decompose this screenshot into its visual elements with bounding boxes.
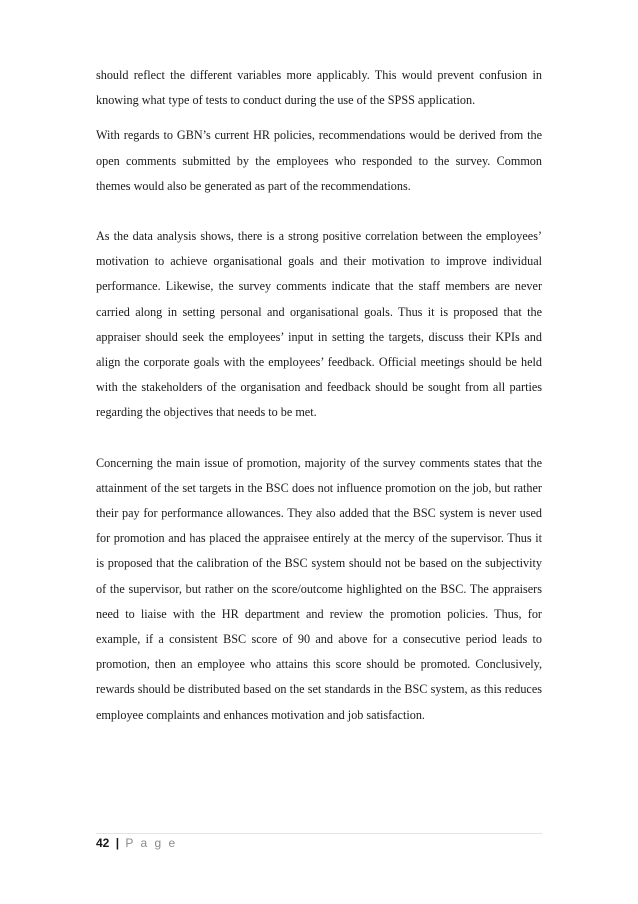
paragraph-goal-setting: As the data analysis shows, there is a strong positive correlation between the employees’ motivation to achieve organisational goals and their motivation to improve individual performance. Likewise, the survey comments indicate that the staff members are never carried along in setting personal and organisational goals. Thus it is proposed that the appraiser should seek the employees’ input in setting the targets, discuss their KPIs and align the corporate goals with the employees’ feedback. Official meetings should be held with the stakeholders of the organisation and feedback should be sought from all parties regarding the objectives that needs to be met. — [96, 229, 542, 420]
paragraph-promotion: Concerning the main issue of promotion, majority of the survey comments states that the attainment of the set targets in the BSC does not influence promotion on the job, but rather their pay for performance allowances. They also added that the BSC system is never used for promotion and has placed the appraisee entirely at the mercy of the supervisor. Thus it is proposed that the calibration of the BSC system should not be based on the subjectivity of the supervisor, but rather on the score/outcome highlighted on the BSC. The appraisers need to liaise with the HR department and review the promotion policies. Thus, for example, if a consistent BSC score of 90 and above for a consecutive period leads to promotion, then an employee who attains this score should be promoted. Conclusively, rewards should be distributed based on the set standards in the BSC system, as this reduces employee complaints and enhances motivation and job satisfaction. — [96, 455, 542, 722]
page-footer — [96, 836, 177, 850]
page-number: 42 — [96, 836, 110, 850]
footer-divider — [96, 833, 542, 834]
paragraph-hr-policies: With regards to GBN’s current HR policies, recommendations would be derived from the open comments submitted by the employees who responded to the survey. Common themes would also be generated as part of the recommendations. — [96, 128, 542, 193]
document-body — [96, 63, 542, 738]
paragraph-spss-continuation: should reflect the different variables more applicably. This would prevent confusion in knowing what type of tests to conduct during the use of the SPSS application. — [96, 68, 542, 108]
footer-separator: | — [115, 836, 120, 850]
page-label: P a g e — [125, 836, 178, 850]
